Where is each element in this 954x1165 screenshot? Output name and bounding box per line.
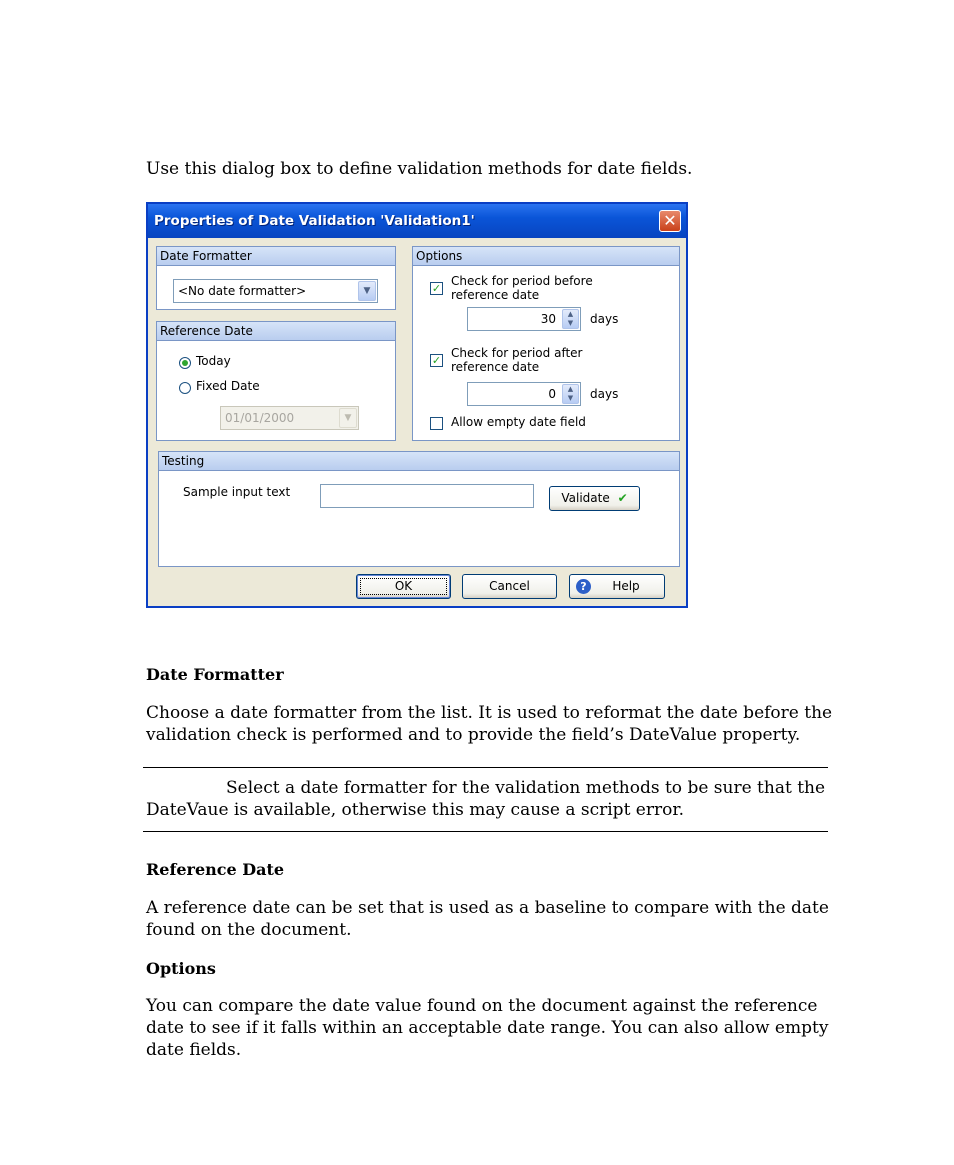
testing-group [158, 451, 680, 567]
options-body: You can compare the date value found on the document against the reference date to see if it falls within an acceptable date range. You can also allow empty date fields. [146, 996, 829, 1060]
period-before-days-value: 30 [540, 312, 556, 326]
period-after-days-input[interactable] [467, 382, 581, 406]
help-button-label: Help [612, 579, 640, 593]
spinner-arrows-icon[interactable]: ▲ ▼ [562, 309, 579, 329]
fixed-date-select [220, 406, 359, 430]
ok-button-label: OK [360, 578, 447, 595]
date-formatter-header: Date Formatter [157, 247, 395, 266]
options-heading: Options [146, 959, 216, 978]
options-group [412, 246, 680, 441]
today-radio[interactable] [179, 357, 191, 369]
date-formatter-heading: Date Formatter [146, 665, 284, 684]
allow-empty-checkbox[interactable] [430, 417, 443, 430]
period-after-checkbox[interactable]: ✓ [431, 354, 442, 367]
note-bottom-rule [143, 831, 828, 832]
date-formatter-group [156, 246, 396, 310]
note-body [146, 777, 836, 821]
spinner-arrows-icon[interactable]: ▲ ▼ [562, 384, 579, 404]
period-before-checkbox[interactable]: ✓ [431, 282, 442, 295]
period-before-label-line2: reference date [451, 288, 540, 302]
chevron-down-icon: ▼ [339, 408, 357, 428]
intro-text: Use this dialog box to define validation methods for date fields. [146, 159, 693, 179]
ok-button[interactable] [356, 574, 451, 599]
period-before-label [451, 274, 593, 302]
options-header: Options [413, 247, 679, 266]
reference-date-header: Reference Date [157, 322, 395, 341]
period-before-days-input[interactable] [467, 307, 581, 331]
sample-input-label: Sample input text [183, 485, 291, 499]
cancel-button[interactable] [462, 574, 557, 599]
date-formatter-select[interactable] [173, 279, 378, 303]
period-after-days-unit: days [590, 387, 619, 401]
period-before-days-unit: days [590, 312, 619, 326]
date-formatter-value: <No date formatter> [178, 284, 307, 298]
reference-date-heading: Reference Date [146, 860, 285, 879]
date-validation-dialog [146, 202, 688, 608]
today-label: Today [196, 354, 231, 368]
fixed-date-value: 01/01/2000 [225, 411, 295, 425]
dialog-title: Properties of Date Validation 'Validation1' [154, 213, 475, 229]
date-formatter-body: Choose a date formatter from the list. It is used to reformat the date before the validation check is performed and to provide the field’s DateValue property. [146, 703, 833, 745]
period-before-label-line1: Check for period before [451, 274, 593, 288]
period-after-label-line1: Check for period after [451, 346, 583, 360]
help-icon: ? [576, 579, 591, 594]
period-after-days-value: 0 [548, 387, 556, 401]
note-body-line2: DateVaue is available, otherwise this may cause a script error. [146, 800, 685, 820]
chevron-down-icon: ▼ [358, 281, 376, 301]
cancel-button-label: Cancel [489, 579, 530, 593]
note-body-line1: Select a date formatter for the validation methods to be sure that the [226, 778, 826, 798]
reference-date-group [156, 321, 396, 441]
dialog-titlebar[interactable] [148, 204, 686, 238]
close-icon[interactable]: ✕ [659, 210, 681, 232]
allow-empty-label: Allow empty date field [451, 415, 586, 429]
sample-input-field[interactable] [320, 484, 534, 508]
validate-button-label: Validate [561, 491, 610, 505]
fixed-date-radio[interactable] [179, 382, 191, 394]
fixed-date-label: Fixed Date [196, 379, 260, 393]
note-top-rule [143, 767, 828, 768]
period-after-label-line2: reference date [451, 360, 540, 374]
help-button[interactable] [569, 574, 665, 599]
period-after-label [451, 346, 582, 374]
reference-date-body: A reference date can be set that is used as a baseline to compare with the date found on the document. [146, 898, 829, 940]
checkmark-icon: ✔ [617, 491, 628, 505]
testing-header: Testing [159, 452, 679, 471]
validate-button[interactable] [549, 486, 640, 511]
